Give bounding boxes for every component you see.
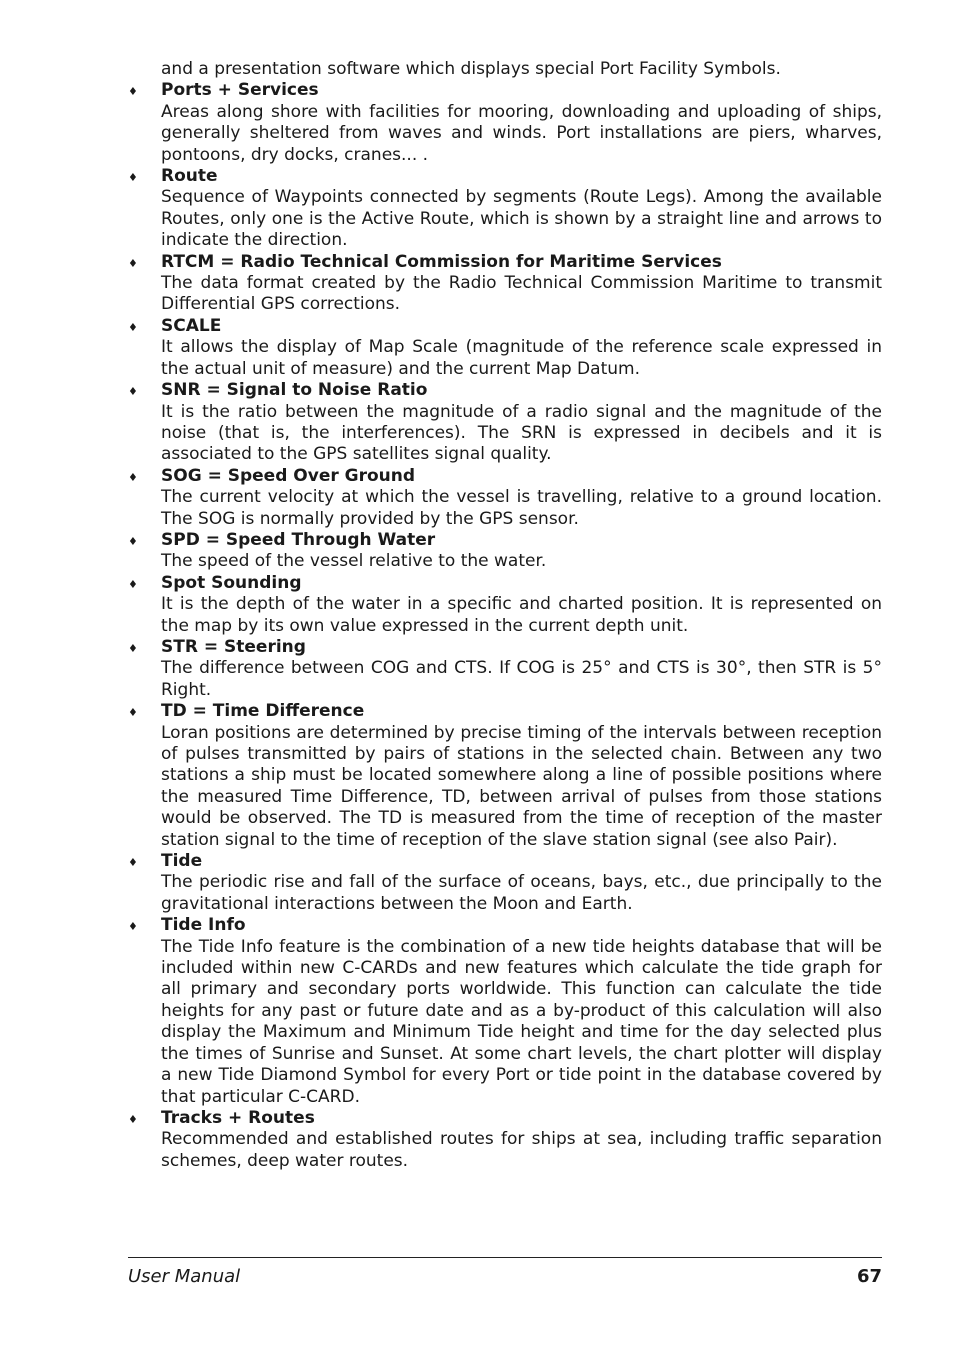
entry-term: Tide Info bbox=[161, 915, 246, 936]
entry-term: TD = Time Difference bbox=[161, 701, 365, 722]
entry-term: SNR = Signal to Noise Ratio bbox=[161, 380, 428, 401]
diamond-bullet-icon: ♦ bbox=[128, 856, 138, 870]
glossary-entry bbox=[128, 166, 882, 252]
entry-description: The current velocity at which the vessel is travelling, relative to a ground location. The SOG is normally provided by the GPS sensor. bbox=[161, 487, 882, 529]
entry-term: Ports + Services bbox=[161, 80, 319, 101]
glossary-entry bbox=[128, 1108, 882, 1172]
diamond-bullet-icon: ♦ bbox=[128, 641, 138, 655]
entry-description: It allows the display of Map Scale (magnitude of the reference scale expressed in the actual unit of measure) and the current Map Datum. bbox=[161, 337, 882, 379]
entry-term: SCALE bbox=[161, 315, 222, 336]
glossary-entry bbox=[128, 701, 882, 851]
diamond-bullet-icon: ♦ bbox=[128, 385, 138, 399]
entry-description: Recommended and established routes for ships at sea, including traffic separation schemes, deep water routes. bbox=[161, 1129, 882, 1171]
entry-description: The speed of the vessel relative to the water. bbox=[161, 551, 547, 572]
footer-divider bbox=[128, 1257, 882, 1258]
glossary-entry bbox=[128, 573, 882, 637]
entry-description: It is the depth of the water in a specific and charted position. It is represented on the map by its own value expressed in the current depth unit. bbox=[161, 594, 882, 636]
glossary-entry bbox=[128, 637, 882, 701]
glossary-entry bbox=[128, 530, 882, 573]
diamond-bullet-icon: ♦ bbox=[128, 920, 138, 934]
entry-description: Areas along shore with facilities for mooring, downloading and uploading of ships, generally sheltered from waves and winds. Port installations are piers, wharves, pontoons, dry docks, cranes... . bbox=[161, 101, 882, 165]
entry-term: Route bbox=[161, 166, 218, 187]
diamond-bullet-icon: ♦ bbox=[128, 534, 138, 548]
glossary-entry bbox=[128, 915, 882, 1108]
entry-description: Loran positions are determined by precise timing of the intervals between reception of pulses transmitted by pairs of stations in the selected chain. Between any two stations a ship must be located somewhere along a line of possible positions where the measured Time Difference, TD, between arrival of pulses from those stations would be observed. The TD is measured from the time of reception of the master station signal to the time of reception of the slave station signal (see also Pair). bbox=[161, 722, 882, 850]
entry-description: The data format created by the Radio Technical Commission Maritime to transmit Differential GPS corrections. bbox=[161, 273, 882, 315]
entry-term: SOG = Speed Over Ground bbox=[161, 465, 416, 486]
glossary-entry bbox=[128, 466, 882, 530]
glossary-entry bbox=[128, 316, 882, 380]
page-number: 67 bbox=[856, 1266, 882, 1287]
glossary-entry bbox=[128, 380, 882, 466]
diamond-bullet-icon: ♦ bbox=[128, 470, 138, 484]
diamond-bullet-icon: ♦ bbox=[128, 706, 138, 720]
glossary-content bbox=[128, 59, 882, 1172]
diamond-bullet-icon: ♦ bbox=[128, 256, 138, 270]
diamond-bullet-icon: ♦ bbox=[128, 320, 138, 334]
diamond-bullet-icon: ♦ bbox=[128, 1112, 138, 1126]
entry-term: STR = Steering bbox=[161, 636, 306, 657]
glossary-entry bbox=[128, 851, 882, 915]
entry-term: Tide bbox=[161, 851, 203, 872]
intro-text: and a presentation software which displays special Port Facility Symbols. bbox=[161, 59, 781, 79]
entry-term: RTCM = Radio Technical Commission for Maritime Services bbox=[161, 251, 722, 272]
glossary-entry bbox=[128, 80, 882, 166]
entry-term: Tracks + Routes bbox=[161, 1107, 315, 1128]
entry-description: The Tide Info feature is the combination of a new tide heights database that will be included within new C-CARDs and new features which calculate the tide graph for all primary and secondary ports worldwide. This function can calculate the tide heights for any past or future date and as a by-product of this calculation will also display the Maximum and Minimum Tide height and time for the day selected plus the times of Sunrise and Sunset. At some chart levels, the chart plotter will display a new Tide Diamond Symbol for every Port or tide point in the database covered by that particular C-CARD. bbox=[161, 936, 882, 1107]
diamond-bullet-icon: ♦ bbox=[128, 577, 138, 591]
entry-description: The periodic rise and fall of the surface of oceans, bays, etc., due principally to the gravitational interactions between the Moon and Earth. bbox=[161, 872, 882, 914]
glossary-entry bbox=[128, 252, 882, 316]
entry-term: Spot Sounding bbox=[161, 572, 302, 593]
footer-title: User Manual bbox=[128, 1266, 241, 1287]
entry-description: Sequence of Waypoints connected by segments (Route Legs). Among the available Routes, only one is the Active Route, which is shown by a straight line and arrows to indicate the direction. bbox=[161, 187, 882, 251]
diamond-bullet-icon: ♦ bbox=[128, 171, 138, 185]
diamond-bullet-icon: ♦ bbox=[128, 85, 138, 99]
entry-description: The difference between COG and CTS. If COG is 25° and CTS is 30°, then STR is 5° Right. bbox=[161, 658, 882, 700]
entry-term: SPD = Speed Through Water bbox=[161, 529, 436, 550]
entry-description: It is the ratio between the magnitude of a radio signal and the magnitude of the noise (that is, the interferences). The SRN is expressed in decibels and it is associated to the GPS satellites signal quality. bbox=[161, 401, 882, 465]
